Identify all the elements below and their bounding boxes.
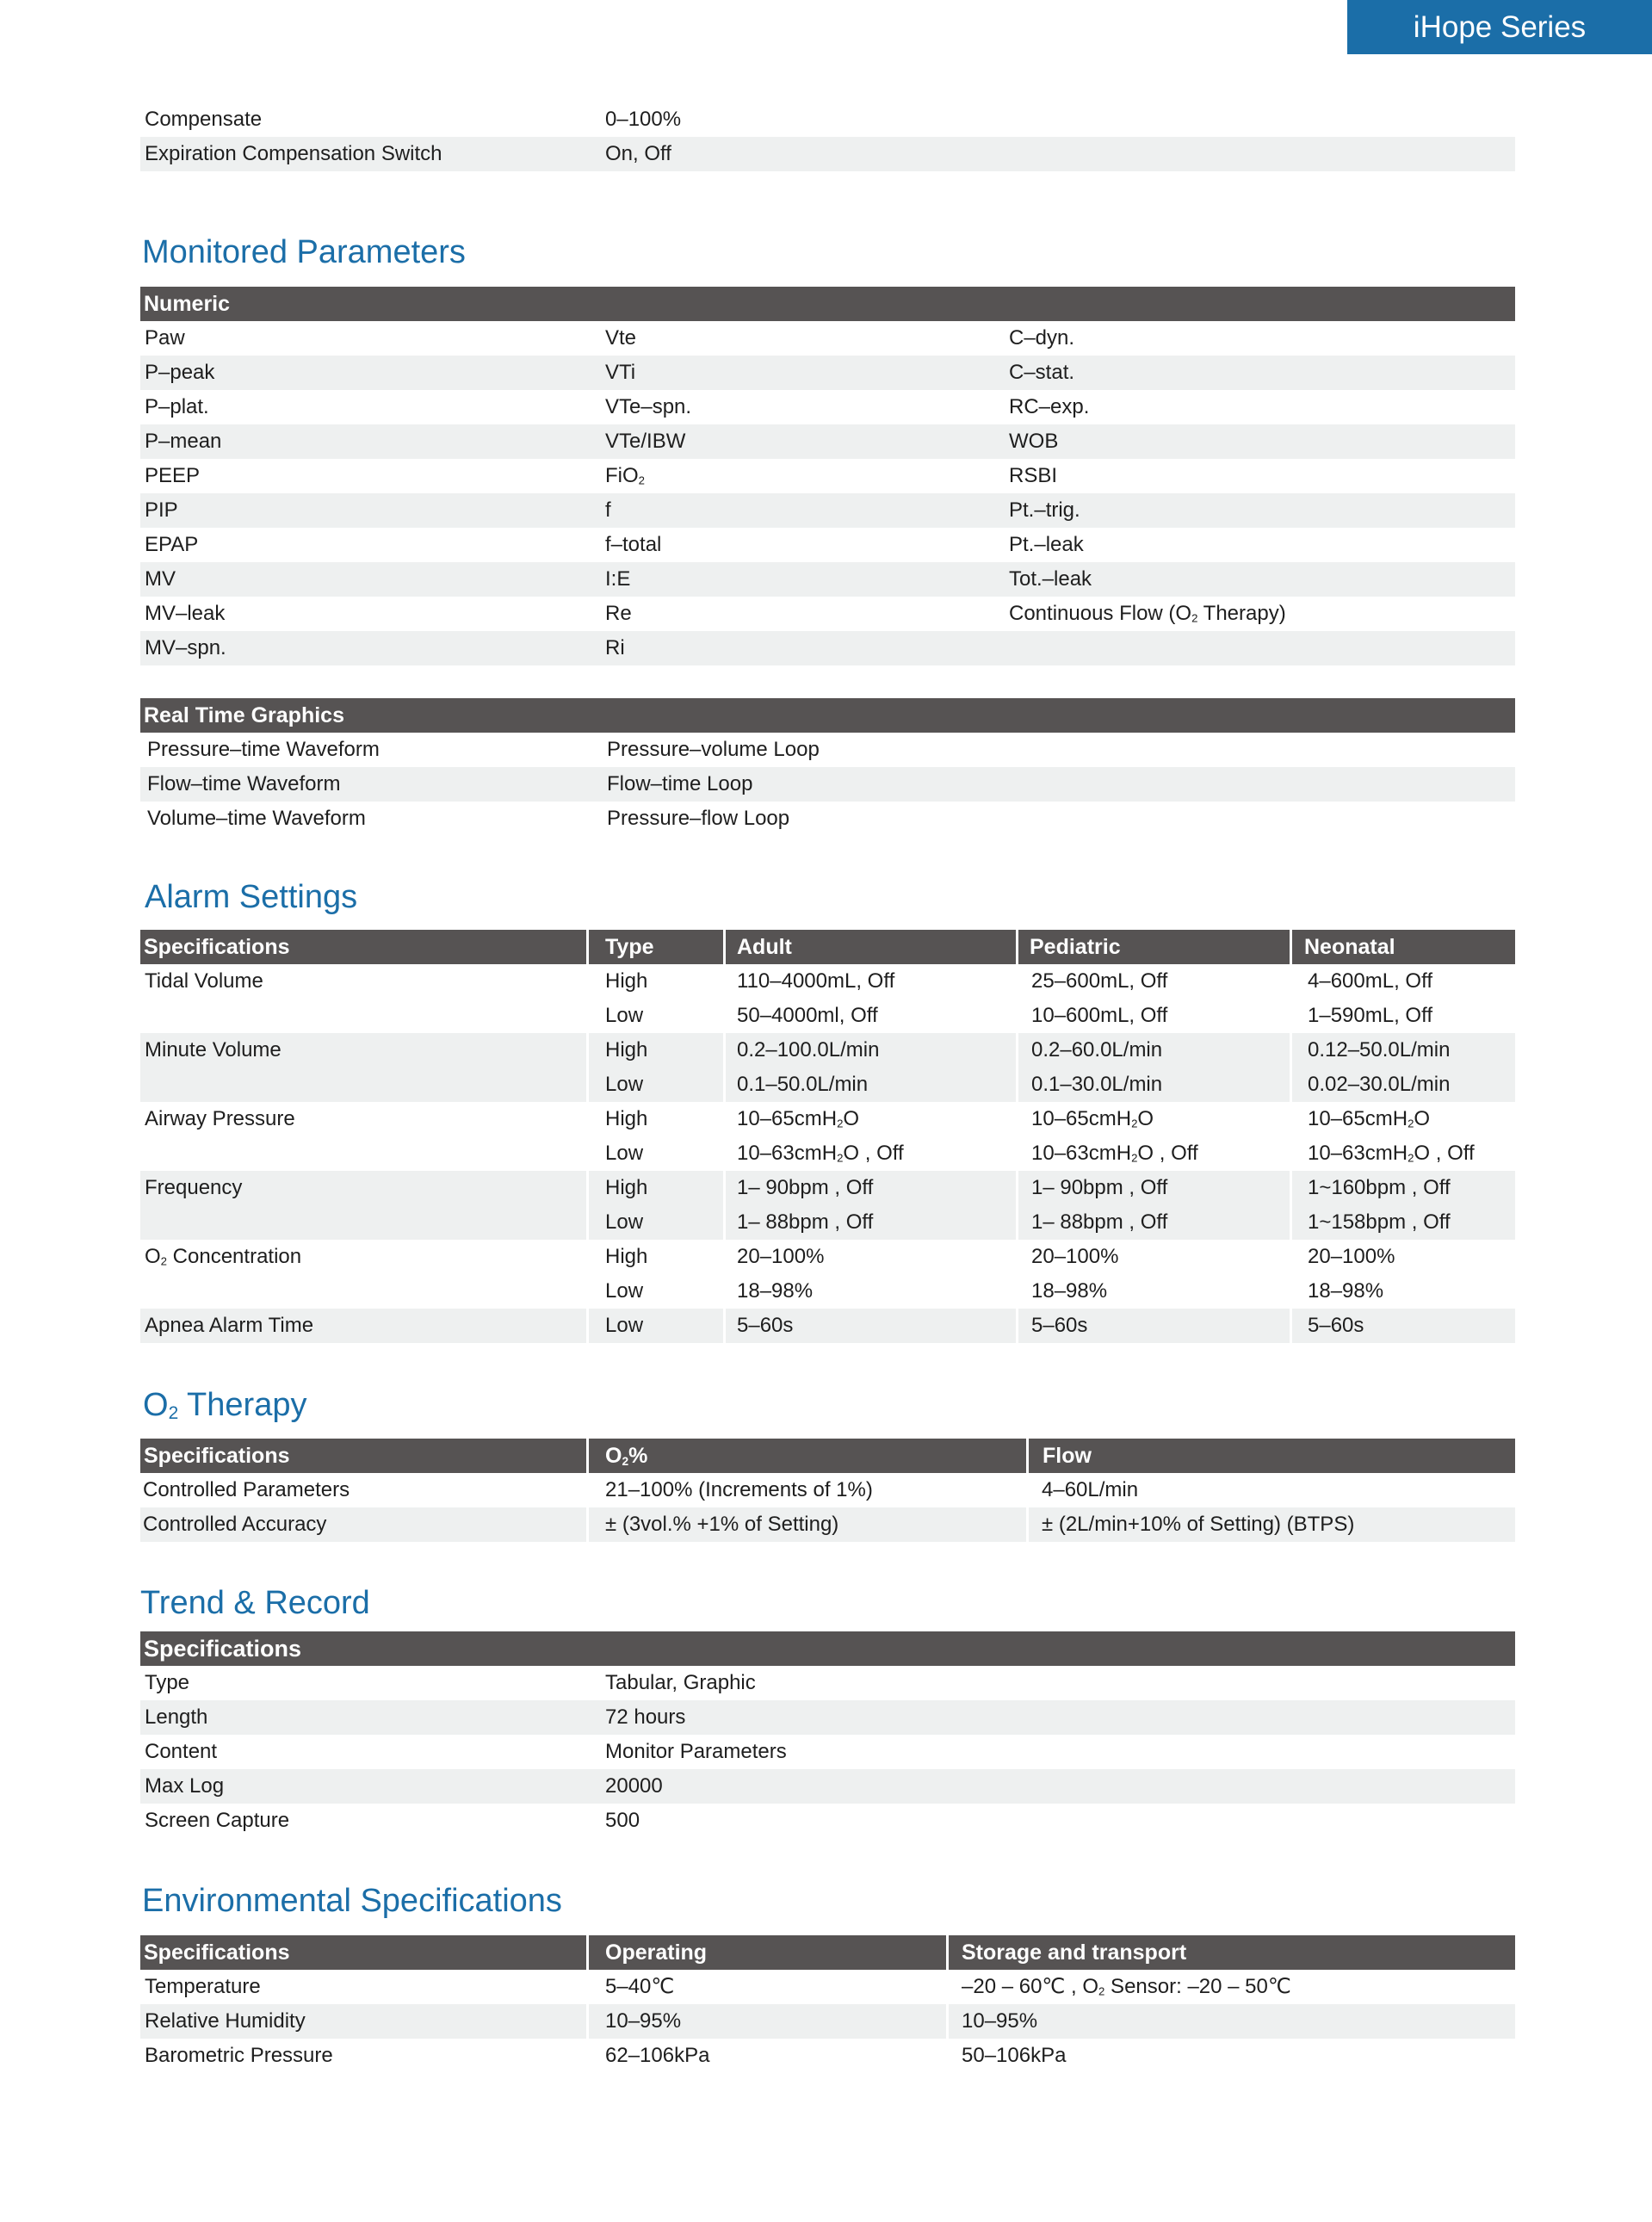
table-row [140, 1136, 1515, 1171]
table-row [140, 767, 1515, 802]
table-cell: Low [605, 1314, 644, 1337]
numeric-table [140, 287, 1515, 665]
table-cell: 10–63cmH$_2$O , Off [1308, 1142, 1475, 1165]
table-cell: 10–63cmH$_2$O , Off [737, 1142, 904, 1165]
table-row [140, 1171, 1515, 1205]
table-cell: 5–40℃ [605, 1975, 675, 1998]
table-cell: ± (3vol.% +1% of Setting) [605, 1513, 839, 1536]
table-cell: Low [605, 1210, 644, 1234]
table-cell: Paw [145, 326, 185, 350]
table-row [140, 528, 1515, 562]
table-row [140, 1666, 1515, 1700]
section-title-alarm: Alarm Settings [145, 879, 358, 915]
table-row [140, 424, 1515, 459]
table-cell: 21–100% (Increments of 1%) [605, 1478, 873, 1501]
table-cell: Pressure–volume Loop [607, 738, 820, 761]
table-cell: 50–4000ml, Off [737, 1004, 878, 1027]
brand-banner: iHope Series [1347, 0, 1652, 54]
table-cell: VTi [605, 361, 636, 384]
cell: Expiration Compensation Switch [145, 142, 442, 165]
table-header [140, 1439, 1515, 1473]
env-table [140, 1935, 1515, 2073]
table-cell: 18–98% [1031, 1279, 1108, 1303]
table-cell: 0.1–50.0L/min [737, 1073, 869, 1096]
table-cell: 1~160bpm , Off [1308, 1176, 1451, 1199]
table-cell: Relative Humidity [145, 2009, 306, 2033]
header-cell: Specifications [144, 1444, 290, 1468]
table-cell: 10–65cmH$_2$O [1031, 1107, 1154, 1130]
table-cell: 5–60s [1308, 1314, 1364, 1337]
table-cell: 0.12–50.0L/min [1308, 1038, 1451, 1061]
table-row [140, 1804, 1515, 1838]
table-cell: Tot.–leak [1009, 567, 1092, 591]
table-row [140, 459, 1515, 493]
table-cell: 0.02–30.0L/min [1308, 1073, 1451, 1096]
table-cell: Low [605, 1073, 644, 1096]
table-cell: High [605, 1038, 648, 1061]
table-row [140, 390, 1515, 424]
table-cell: 62–106kPa [605, 2044, 710, 2067]
trend-table [140, 1631, 1515, 1838]
header-cell: $O_2\%$ [605, 1444, 648, 1468]
alarm-table [140, 930, 1515, 1343]
table-cell: 10–63cmH$_2$O , Off [1031, 1142, 1198, 1165]
table-row [140, 733, 1515, 767]
table-row [140, 1033, 1515, 1068]
table-cell: 0.1–30.0L/min [1031, 1073, 1163, 1096]
table-cell: Airway Pressure [145, 1107, 295, 1130]
table-row [140, 1205, 1515, 1240]
header-cell: Operating [605, 1940, 708, 1965]
table-cell: 10–95% [962, 2009, 1038, 2033]
table-row [140, 1309, 1515, 1343]
table-cell: P–mean [145, 430, 222, 453]
table-header [140, 1935, 1515, 1970]
table-row [140, 1274, 1515, 1309]
section-title-monitored: Monitored Parameters [142, 234, 466, 270]
table-row [140, 1473, 1515, 1507]
header-cell: Real Time Graphics [144, 703, 344, 727]
header-cell: Type [605, 935, 654, 959]
table-row [140, 1507, 1515, 1542]
table-cell: 20000 [605, 1774, 663, 1798]
compensation-table [140, 102, 1515, 171]
table-cell: 110–4000mL, Off [737, 969, 895, 993]
table-cell: Tidal Volume [145, 969, 263, 993]
table-cell: ± (2L/min+10% of Setting) (BTPS) [1042, 1513, 1355, 1536]
header-cell: Flow [1043, 1444, 1092, 1468]
table-row [140, 493, 1515, 528]
table-cell: 10–65cmH$_2$O [1308, 1107, 1431, 1130]
table-row [140, 1068, 1515, 1102]
header-cell: Specifications [144, 1636, 302, 1662]
header-cell: Adult [737, 935, 792, 959]
table-row [140, 597, 1515, 631]
table-cell: High [605, 969, 648, 993]
table-cell: –20 – 60℃ , $O_2$ Sensor: –20 – 50℃ [962, 1975, 1291, 1998]
section-title-env: Environmental Specifications [142, 1883, 562, 1919]
table-cell: PEEP [145, 464, 201, 487]
table-cell: Flow–time Waveform [147, 772, 341, 795]
table-cell: C–stat. [1009, 361, 1075, 384]
table-row [140, 562, 1515, 597]
table-cell: 1– 90bpm , Off [1031, 1176, 1168, 1199]
table-cell: C–dyn. [1009, 326, 1075, 350]
table-cell: 5–60s [737, 1314, 794, 1337]
table-cell: Pressure–time Waveform [147, 738, 380, 761]
header-cell: Specifications [144, 1940, 290, 1965]
table-cell: 4–600mL, Off [1308, 969, 1432, 993]
section-title-trend: Trend & Record [140, 1585, 370, 1621]
table-cell: MV–leak [145, 602, 226, 625]
table-cell: 1~158bpm , Off [1308, 1210, 1451, 1234]
table-cell: 20–100% [1308, 1245, 1395, 1268]
table-row [140, 1769, 1515, 1804]
table-cell: Low [605, 1004, 644, 1027]
table-cell: RC–exp. [1009, 395, 1090, 418]
table-row [140, 631, 1515, 665]
table-cell: 0.2–100.0L/min [737, 1038, 880, 1061]
table-cell: 50–106kPa [962, 2044, 1067, 2067]
table-cell: 10–65cmH$_2$O [737, 1107, 860, 1130]
table-row [140, 1102, 1515, 1136]
table-cell: 20–100% [1031, 1245, 1119, 1268]
table-cell: High [605, 1245, 648, 1268]
table-cell: 72 hours [605, 1705, 686, 1729]
table-cell: 0.2–60.0L/min [1031, 1038, 1163, 1061]
table-cell: Frequency [145, 1176, 243, 1199]
table-cell: Tabular, Graphic [605, 1671, 756, 1694]
table-cell: Pt.–leak [1009, 533, 1084, 556]
table-cell: 1– 90bpm , Off [737, 1176, 874, 1199]
header-cell: Specifications [144, 935, 290, 959]
table-cell: 1– 88bpm , Off [1031, 1210, 1168, 1234]
table-cell: Type [145, 1671, 190, 1694]
table-cell: 20–100% [737, 1245, 825, 1268]
table-cell: Minute Volume [145, 1038, 282, 1061]
table-cell: VTe–spn. [605, 395, 692, 418]
table-row [140, 802, 1515, 836]
table-cell: Max Log [145, 1774, 225, 1798]
header-cell: Storage and transport [962, 1940, 1187, 1965]
table-cell: MV [145, 567, 176, 591]
table-cell: Continuous Flow ($O_2$ Therapy) [1009, 602, 1286, 625]
table-cell: Pressure–flow Loop [607, 807, 790, 830]
table-cell: Barometric Pressure [145, 2044, 333, 2067]
table-cell: P–peak [145, 361, 215, 384]
table-cell: Screen Capture [145, 1809, 290, 1832]
table-cell: Ri [605, 636, 625, 659]
table-row [140, 321, 1515, 356]
table-cell: Controlled Parameters [143, 1478, 350, 1501]
table-cell: 10–600mL, Off [1031, 1004, 1168, 1027]
table-cell: P–plat. [145, 395, 209, 418]
table-cell: Pt.–trig. [1009, 498, 1080, 522]
table-cell: 500 [605, 1809, 640, 1832]
table-cell: Vte [605, 326, 637, 350]
table-cell: WOB [1009, 430, 1059, 453]
table-row [140, 356, 1515, 390]
table-cell: Temperature [145, 1975, 261, 1998]
table-cell: I:E [605, 567, 631, 591]
cell: 0–100% [605, 108, 682, 131]
table-cell: Apnea Alarm Time [145, 1314, 314, 1337]
table-cell: EPAP [145, 533, 199, 556]
table-cell: 25–600mL, Off [1031, 969, 1168, 993]
table-cell: 10–95% [605, 2009, 682, 2033]
table-cell: VTe/IBW [605, 430, 686, 453]
table-cell: Low [605, 1279, 644, 1303]
table-cell: Flow–time Loop [607, 772, 753, 795]
header-cell: Numeric [144, 292, 231, 316]
table-cell: Length [145, 1705, 208, 1729]
section-title-o2: $O_2$ Therapy [143, 1387, 307, 1424]
table-row [140, 964, 1515, 999]
table-cell: f–total [605, 533, 662, 556]
table-row [140, 1700, 1515, 1735]
table-cell: Low [605, 1142, 644, 1165]
table-header [140, 930, 1515, 964]
table-cell: High [605, 1107, 648, 1130]
table-cell: RSBI [1009, 464, 1058, 487]
header-cell: Pediatric [1030, 935, 1121, 959]
graphics-table [140, 698, 1515, 836]
table-cell: 18–98% [1308, 1279, 1384, 1303]
table-cell: 4–60L/min [1042, 1478, 1139, 1501]
table-row [140, 2004, 1515, 2039]
table-header [140, 287, 1515, 321]
table-row [140, 999, 1515, 1033]
table-cell: 1– 88bpm , Off [737, 1210, 874, 1234]
table-row [140, 1735, 1515, 1769]
table-cell: Volume–time Waveform [147, 807, 366, 830]
table-row [140, 1970, 1515, 2004]
cell: Compensate [145, 108, 263, 131]
table-cell: FiO$_2$ [605, 464, 646, 487]
table-cell: 5–60s [1031, 1314, 1088, 1337]
table-row [140, 1240, 1515, 1274]
cell: On, Off [605, 142, 671, 165]
table-cell: MV–spn. [145, 636, 226, 659]
table-cell: High [605, 1176, 648, 1199]
o2-table [140, 1439, 1515, 1542]
table-row [140, 137, 1515, 171]
table-cell: 18–98% [737, 1279, 814, 1303]
table-row [140, 102, 1515, 137]
table-header [140, 1631, 1515, 1666]
table-cell: Controlled Accuracy [143, 1513, 327, 1536]
table-header [140, 698, 1515, 733]
table-cell: PIP [145, 498, 178, 522]
table-cell: Monitor Parameters [605, 1740, 787, 1763]
table-cell: $O_2$ Concentration [145, 1245, 302, 1268]
table-cell: Re [605, 602, 632, 625]
table-cell: f [605, 498, 611, 522]
table-row [140, 2039, 1515, 2073]
header-cell: Neonatal [1304, 935, 1395, 959]
table-cell: 1–590mL, Off [1308, 1004, 1432, 1027]
table-cell: Content [145, 1740, 218, 1763]
